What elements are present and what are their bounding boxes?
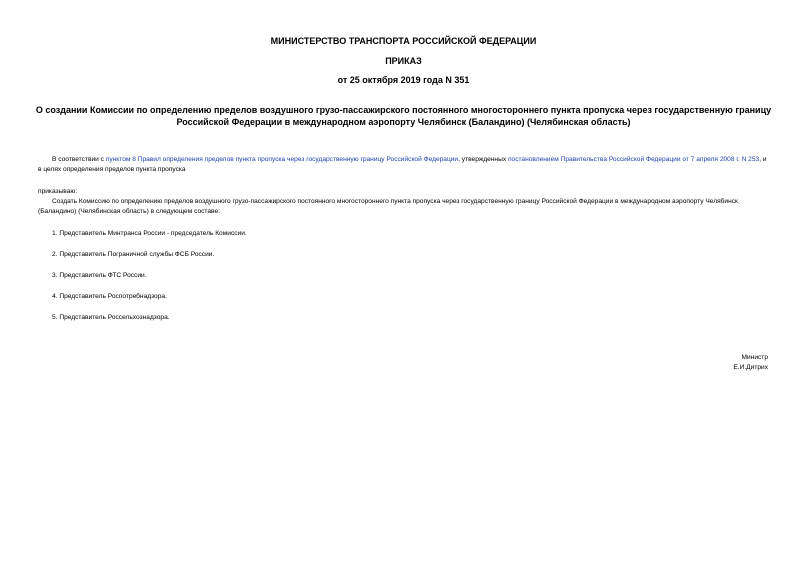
basis-paragraph (38, 155, 771, 175)
signature-name: Е.И.Дитрих (733, 364, 768, 371)
document-title: О создании Комиссии по определению пределов воздушного грузо-пассажирского постоянного многостороннего пункта пропуска через государственную границу Российской Федерации в международном аэропорту Челябинск (Баландино) (Челябинская область) (35, 105, 772, 127)
member-item: 1. Представитель Минтранса России - председатель Комиссии. (52, 230, 247, 237)
document-date-number: от 25 октября 2019 года N 351 (337, 75, 470, 85)
member-item: 2. Представитель Пограничной службы ФСБ России. (52, 251, 215, 258)
government-decree-link[interactable]: постановлением Правительства Российской Федерации от 7 апреля 2008 г. N 253 (507, 156, 760, 163)
document-type: ПРИКАЗ (385, 56, 422, 66)
basis-prefix: В соответствии с (52, 156, 106, 163)
order-word: приказываю: (38, 188, 78, 195)
member-item: 4. Представитель Роспотребнадзора. (52, 293, 167, 300)
ministry-heading: МИНИСТЕРСТВО ТРАНСПОРТА РОССИЙСКОЙ ФЕДЕРАЦИИ (270, 36, 537, 46)
member-item: 3. Представитель ФТС России. (52, 272, 147, 279)
basis-suffix: , и в целях определения пределов пункта пропуска (38, 156, 767, 173)
member-item: 5. Представитель Россельхознадзора. (52, 314, 170, 321)
create-commission-paragraph: Создать Комиссию по определению пределов воздушного грузо-пассажирского постоянного многостороннего пункта пропуска через государственную границу Российской Федерации в международном аэропорту Челябинск (Баландино) (Челябинская область) в следующем составе: (38, 198, 738, 215)
signature-position: Министр (741, 354, 768, 361)
basis-middle: , утвержденных (458, 156, 508, 163)
rules-point-8-link[interactable]: пунктом 8 Правил определения пределов пункта пропуска через государственную границу Российской Федерации (105, 156, 459, 163)
